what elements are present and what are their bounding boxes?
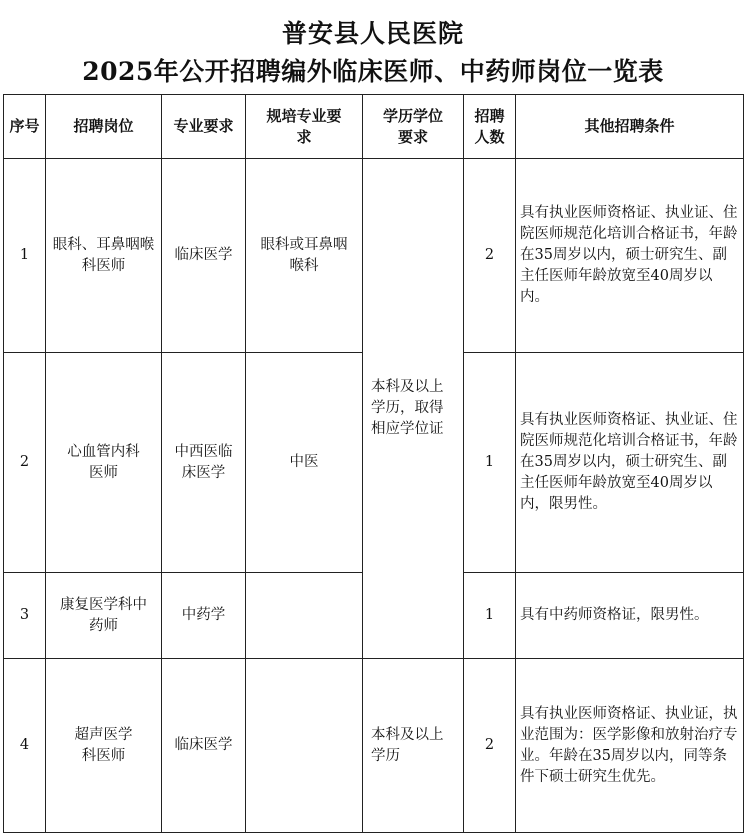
cell-education: 本科及以上学历 [363, 659, 464, 833]
cell-major: 中西医临床医学 [162, 353, 246, 573]
cell-no: 3 [4, 573, 46, 659]
cell-position: 心血管内科医师 [46, 353, 162, 573]
table-row [4, 159, 744, 353]
cell-conditions: 具有执业医师资格证、执业证，执业范围为：医学影像和放射治疗专业。年龄在35周岁以内，同等条件下硕士研究生优先。 [516, 659, 744, 833]
cell-no: 1 [4, 159, 46, 353]
cell-position: 眼科、耳鼻咽喉科医师 [46, 159, 162, 353]
cell-no: 2 [4, 353, 46, 573]
cell-training [246, 659, 363, 833]
cell-count: 2 [464, 159, 516, 353]
header-training: 规培专业要求 [246, 95, 363, 159]
table-title: 2025年公开招聘编外临床医师、中药师岗位一览表 [82, 57, 664, 86]
table-row [4, 659, 744, 833]
cell-major: 临床医学 [162, 659, 246, 833]
cell-position: 康复医学科中药师 [46, 573, 162, 659]
cell-position: 超声医学科医师 [46, 659, 162, 833]
cell-count: 1 [464, 353, 516, 573]
header-count: 招聘人数 [464, 95, 516, 159]
hospital-name: 普安县人民医院 [281, 19, 464, 48]
cell-training [246, 573, 363, 659]
cell-major: 中药学 [162, 573, 246, 659]
header-conditions: 其他招聘条件 [516, 95, 744, 159]
cell-conditions: 具有执业医师资格证、执业证、住院医师规范化培训合格证书，年龄在35周岁以内，硕士研究生、副主任医师年龄放宽至40周岁以内。 [516, 159, 744, 353]
header-row [4, 95, 744, 159]
header-education: 学历学位要求 [363, 95, 464, 159]
cell-major: 临床医学 [162, 159, 246, 353]
positions-table [3, 94, 744, 833]
header-major: 专业要求 [162, 95, 246, 159]
cell-education-merged: 本科及以上学历，取得相应学位证 [363, 159, 464, 659]
header-position: 招聘岗位 [46, 95, 162, 159]
cell-conditions: 具有中药师资格证，限男性。 [516, 573, 744, 659]
cell-training: 中医 [246, 353, 363, 573]
cell-count: 1 [464, 573, 516, 659]
header-no: 序号 [4, 95, 46, 159]
cell-no: 4 [4, 659, 46, 833]
cell-conditions: 具有执业医师资格证、执业证、住院医师规范化培训合格证书，年龄在35周岁以内，硕士研究生、副主任医师年龄放宽至40周岁以内，限男性。 [516, 353, 744, 573]
cell-count: 2 [464, 659, 516, 833]
title-block [0, 0, 746, 92]
cell-training: 眼科或耳鼻咽喉科 [246, 159, 363, 353]
